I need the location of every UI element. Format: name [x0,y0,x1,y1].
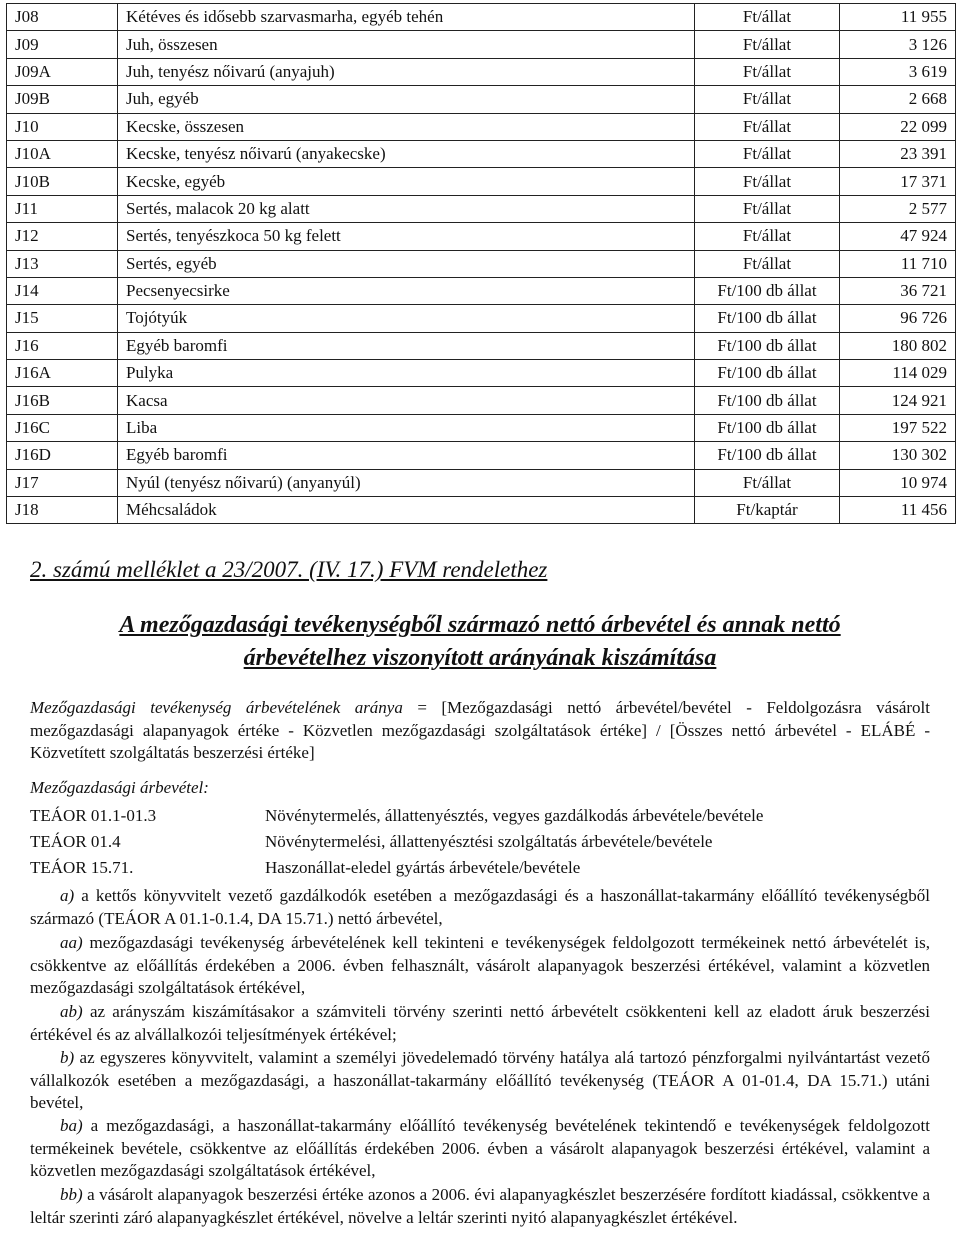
teaor-desc: Növénytermelési, állattenyésztési szolgáltatás árbevétele/bevétele [265,832,713,851]
row-code: J10 [7,113,118,140]
row-unit: Ft/állat [695,4,840,31]
row-value: 47 924 [840,223,956,250]
table-row [7,58,956,85]
item-aa [30,932,930,1000]
row-value: 130 302 [840,442,956,469]
row-code: J16D [7,442,118,469]
row-value: 22 099 [840,113,956,140]
row-code: J16 [7,332,118,359]
row-value: 11 456 [840,497,956,524]
row-name: Nyúl (tenyész nőivarú) (anyanyúl) [118,469,695,496]
item-text: az egyszeres könyvvitelt, valamint a személyi jövedelemadó törvény hatálya alá tartozó pénzforgalmi nyilvántartást vezető vállalkozók esetében a mezőgazdasági, a haszonállat-takarmány előállító tevékenység (TEÁOR A 01-01.4, DA 15.71.) utáni bevétel, [30,1048,930,1113]
table-row [7,168,956,195]
formula-text: = [Mezőgazdasági nettó árbevétel/bevétel - Feldolgozásra vásárolt mezőgazdasági alapanyagok értéke - Közvetlen mezőgazdasági szolgáltatások értéke] / [Összes nettó árbevétel - ELÁBÉ - Közvetített szolgáltatás beszerzési értéke] [30,698,930,763]
revenue-label: Mezőgazdasági árbevétel: [30,778,209,797]
row-unit: Ft/kaptár [695,497,840,524]
row-code: J13 [7,250,118,277]
row-code: J18 [7,497,118,524]
row-name: Juh, tenyész nőivarú (anyajuh) [118,58,695,85]
row-name: Sertés, egyéb [118,250,695,277]
row-code: J09 [7,31,118,58]
row-value: 10 974 [840,469,956,496]
row-code: J08 [7,4,118,31]
row-name: Méhcsaládok [118,497,695,524]
row-value: 180 802 [840,332,956,359]
row-value: 114 029 [840,360,956,387]
row-code: J09B [7,86,118,113]
table-row [7,360,956,387]
table-row [7,140,956,167]
ratio-formula [30,697,930,765]
row-name: Sertés, tenyészkoca 50 kg felett [118,223,695,250]
item-marker: bb) [60,1185,83,1204]
livestock-rate-table [6,3,956,524]
row-name: Pulyka [118,360,695,387]
row-unit: Ft/100 db állat [695,305,840,332]
table-row [7,113,956,140]
row-unit: Ft/állat [695,58,840,85]
table-row [7,305,956,332]
row-unit: Ft/állat [695,113,840,140]
row-value: 11 710 [840,250,956,277]
row-unit: Ft/állat [695,140,840,167]
row-unit: Ft/állat [695,168,840,195]
table-row [7,414,956,441]
teaor-desc: Növénytermelés, állattenyésztés, vegyes gazdálkodás árbevétele/bevétele [265,806,764,825]
row-name: Pecsenyecsirke [118,277,695,304]
row-name: Kacsa [118,387,695,414]
row-name: Juh, egyéb [118,86,695,113]
item-b [30,1047,930,1115]
row-unit: Ft/állat [695,223,840,250]
row-name: Juh, összesen [118,31,695,58]
item-text: az arányszám kiszámításakor a számviteli törvény szerinti nettó árbevételt csökkenteni kell az eladott áruk beszerzési értékével és az alvállalkozói teljesítmények értékével; [30,1002,930,1044]
row-code: J10A [7,140,118,167]
row-unit: Ft/állat [695,31,840,58]
row-value: 36 721 [840,277,956,304]
item-text: a mezőgazdasági, a haszonállat-takarmány előállító tevékenység bevételének tekintendő e tevékenységek feldolgozott termékeinek bevétele, csökkentve az előállítás érdekében 2006. évben a vásárolt alapanyagok beszerzési értékével, valamint a közvetlen mezőgazdasági szolgáltatások értékével, [30,1116,930,1181]
row-code: J16A [7,360,118,387]
item-marker: ab) [60,1002,83,1021]
row-code: J16B [7,387,118,414]
table-row [7,497,956,524]
row-unit: Ft/állat [695,250,840,277]
table-row [7,277,956,304]
row-value: 3 619 [840,58,956,85]
row-code: J09A [7,58,118,85]
teaor-code: TEÁOR 01.4 [30,832,121,851]
title-line-1: A mezőgazdasági tevékenységből származó nettó árbevétel és annak nettó [119,612,841,638]
row-unit: Ft/állat [695,195,840,222]
teaor-code: TEÁOR 15.71. [30,858,134,877]
teaor-desc: Haszonállat-eledel gyártás árbevétele/bevétele [265,858,581,877]
row-code: J15 [7,305,118,332]
row-code: J10B [7,168,118,195]
row-name: Kecske, tenyész nőivarú (anyakecske) [118,140,695,167]
document-title [40,609,920,675]
title-line-2: árbevételhez viszonyított arányának kiszámítása [243,645,717,671]
row-value: 23 391 [840,140,956,167]
row-unit: Ft/100 db állat [695,277,840,304]
row-value: 197 522 [840,414,956,441]
item-ab [30,1001,930,1046]
row-code: J17 [7,469,118,496]
row-code: J16C [7,414,118,441]
row-unit: Ft/100 db állat [695,387,840,414]
item-marker: aa) [60,933,83,952]
annex-heading: 2. számú melléklet a 23/2007. (IV. 17.) FVM rendelethez [30,557,548,582]
row-value: 124 921 [840,387,956,414]
item-text: a vásárolt alapanyagok beszerzési értéke azonos a 2006. évi alapanyagkészlet beszerzésére fordított kiadással, csökkentve a leltár szerinti záró alapanyagkészlet értékével, növelve a leltár szerinti nyitó alapanyagkészlet értékével. [30,1185,930,1227]
table-row [7,31,956,58]
item-bb [30,1184,930,1229]
table-row [7,442,956,469]
table-row [7,250,956,277]
row-value: 3 126 [840,31,956,58]
row-unit: Ft/100 db állat [695,332,840,359]
row-name: Kecske, összesen [118,113,695,140]
table-row [7,86,956,113]
item-marker: ba) [60,1116,83,1135]
table-row [7,195,956,222]
table-row [7,4,956,31]
row-value: 96 726 [840,305,956,332]
item-marker: b) [60,1048,75,1067]
table-row [7,223,956,250]
item-marker: a) [60,886,75,905]
row-value: 17 371 [840,168,956,195]
row-name: Kecske, egyéb [118,168,695,195]
row-code: J11 [7,195,118,222]
row-name: Sertés, malacok 20 kg alatt [118,195,695,222]
row-name: Egyéb baromfi [118,332,695,359]
row-code: J12 [7,223,118,250]
table-row [7,469,956,496]
formula-label: Mezőgazdasági tevékenység árbevételének aránya [30,698,403,717]
row-name: Egyéb baromfi [118,442,695,469]
teaor-code: TEÁOR 01.1-01.3 [30,806,157,825]
table-row [7,332,956,359]
row-value: 11 955 [840,4,956,31]
table-row [7,387,956,414]
item-text: a kettős könyvvitelt vezető gazdálkodók esetében a mezőgazdasági és a haszonállat-takarmány előállító tevékenységből származó (TEÁOR A 01.1-0.1.4, DA 15.71.) nettó árbevétel, [30,886,930,928]
row-unit: Ft/100 db állat [695,442,840,469]
row-name: Tojótyúk [118,305,695,332]
row-unit: Ft/állat [695,86,840,113]
row-unit: Ft/100 db állat [695,360,840,387]
row-name: Kétéves és idősebb szarvasmarha, egyéb tehén [118,4,695,31]
row-code: J14 [7,277,118,304]
item-a [30,885,930,930]
row-value: 2 668 [840,86,956,113]
row-unit: Ft/állat [695,469,840,496]
row-unit: Ft/100 db állat [695,414,840,441]
row-value: 2 577 [840,195,956,222]
item-text: mezőgazdasági tevékenység árbevételének kell tekinteni e tevékenységek feldolgozott termékeinek nettó árbevételét is, csökkentve az előállítás érdekében a 2006. évben felhasznált, vásárolt alapanyagok beszerzési értékével, valamint a közvetlen mezőgazdasági szolgáltatások értékével, [30,933,930,998]
item-ba [30,1115,930,1183]
row-name: Liba [118,414,695,441]
